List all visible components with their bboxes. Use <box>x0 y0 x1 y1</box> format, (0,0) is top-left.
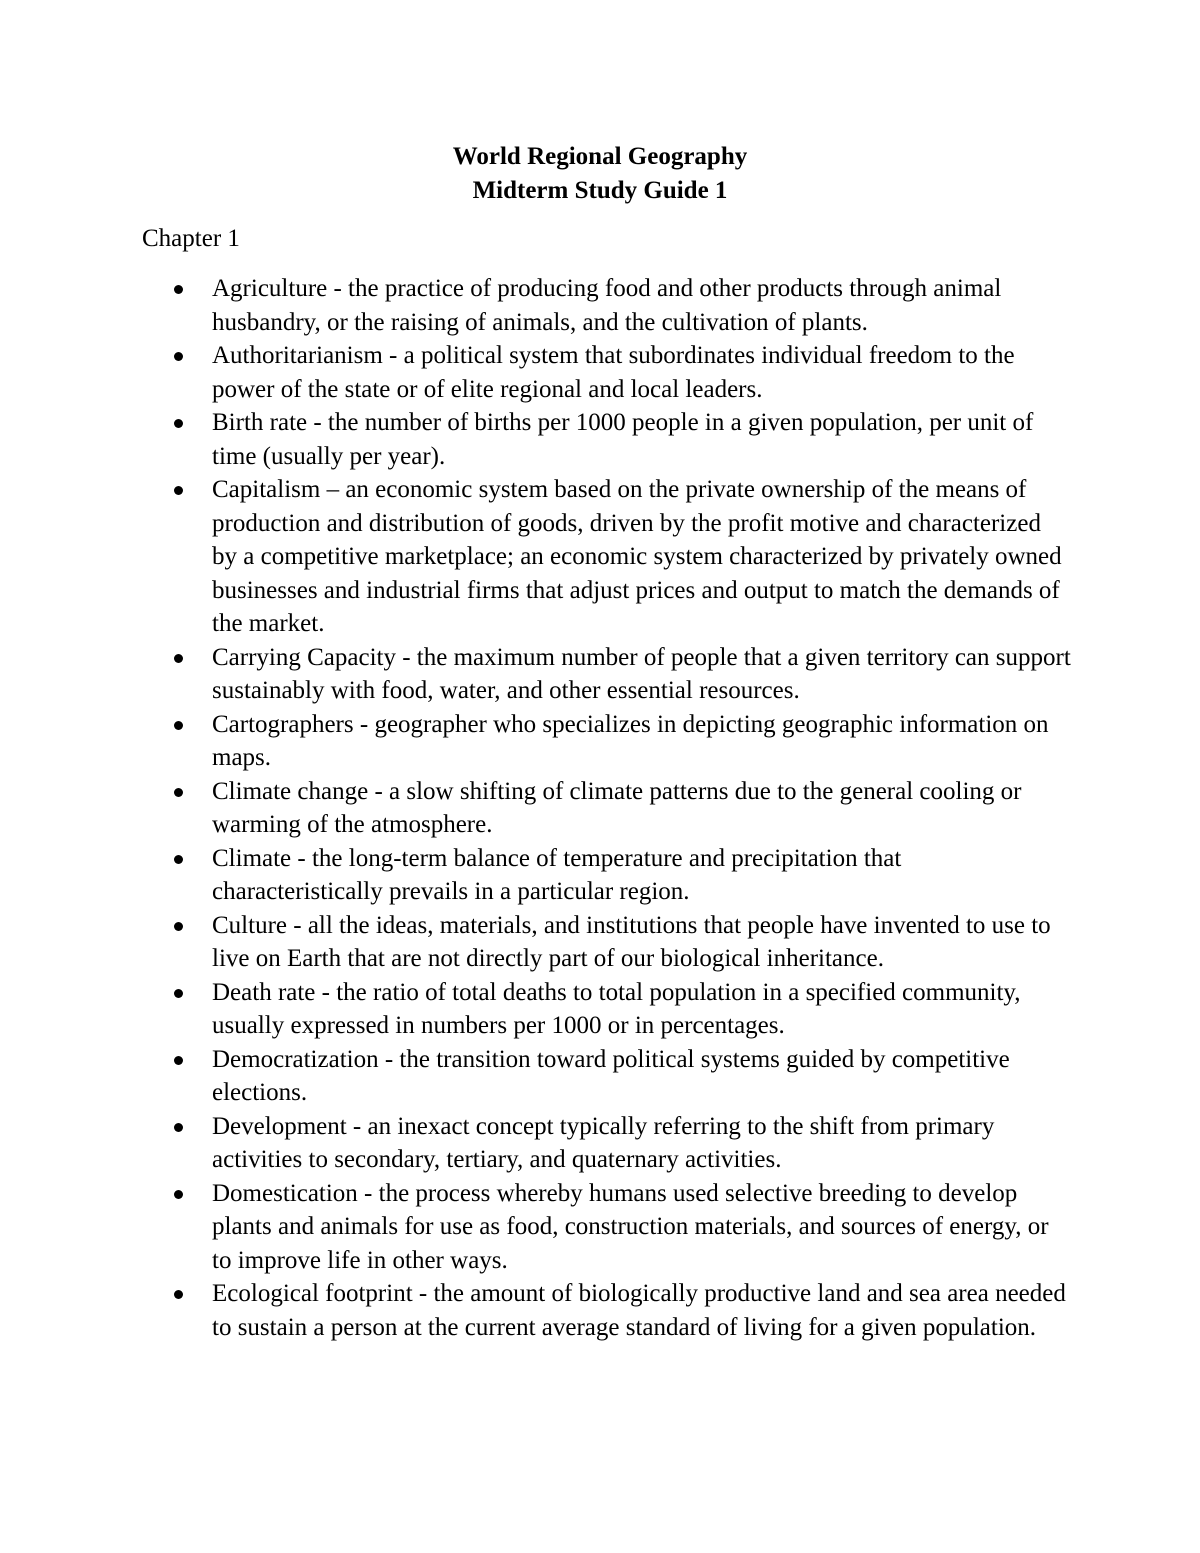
term-list <box>142 272 1072 1344</box>
list-item <box>142 1110 1072 1177</box>
bullet-icon <box>174 486 183 495</box>
list-item <box>142 842 1072 909</box>
list-item <box>142 1277 1072 1344</box>
document-title: World Regional Geography <box>452 143 748 170</box>
term-text: Birth rate - the number of births per 1000 people in a given population, per unit of time (usually per year). <box>212 409 1034 470</box>
bullet-icon <box>174 1123 183 1132</box>
bullet-icon <box>174 1056 183 1065</box>
bullet-icon <box>174 1190 183 1199</box>
bullet-icon <box>174 788 183 797</box>
bullet-icon <box>174 419 183 428</box>
bullet-icon <box>174 654 183 663</box>
list-item <box>142 641 1072 708</box>
list-item <box>142 976 1072 1043</box>
term-text: Carrying Capacity - the maximum number of people that a given territory can support sustainably with food, water, and other essential resources. <box>212 643 1071 704</box>
term-text: Death rate - the ratio of total deaths to total population in a specified community, usually expressed in numbers per 1000 or in percentages. <box>212 978 1021 1039</box>
title-block <box>0 140 1200 208</box>
bullet-icon <box>174 721 183 730</box>
term-text: Climate - the long-term balance of temperature and precipitation that characteristically prevails in a particular region. <box>212 844 902 905</box>
term-text: Domestication - the process whereby humans used selective breeding to develop plants and animals for use as food, construction materials, and sources of energy, or to improve life in other ways. <box>212 1179 1049 1274</box>
list-item <box>142 272 1072 339</box>
list-item <box>142 775 1072 842</box>
bullet-icon <box>174 855 183 864</box>
term-text: Democratization - the transition toward political systems guided by competitive elections. <box>212 1045 1010 1106</box>
list-item <box>142 406 1072 473</box>
term-text: Agriculture - the practice of producing food and other products through animal husbandry, or the raising of animals, and the cultivation of plants. <box>212 275 1002 336</box>
term-text: Ecological footprint - the amount of biologically productive land and sea area needed to sustain a person at the current average standard of living for a given population. <box>212 1280 1066 1341</box>
bullet-icon <box>174 989 183 998</box>
bullet-icon <box>174 352 183 361</box>
term-text: Culture - all the ideas, materials, and institutions that people have invented to use to live on Earth that are not directly part of our biological inheritance. <box>212 911 1051 972</box>
bullet-icon <box>174 285 183 294</box>
term-text: Cartographers - geographer who specializes in depicting geographic information on maps. <box>212 710 1049 771</box>
term-text: Climate change - a slow shifting of climate patterns due to the general cooling or warming of the atmosphere. <box>212 777 1022 838</box>
list-item <box>142 473 1072 641</box>
bullet-icon <box>174 1290 183 1299</box>
list-item <box>142 1177 1072 1278</box>
list-item <box>142 339 1072 406</box>
term-text: Capitalism – an economic system based on the private ownership of the means of production and distribution of goods, driven by the profit motive and characterized by a competitive marketplace; an economic system characterized by privately owned businesses and industrial firms that adjust prices and output to match the demands of the market. <box>212 476 1062 637</box>
document-subtitle: Midterm Study Guide 1 <box>472 177 728 204</box>
list-item <box>142 909 1072 976</box>
term-text: Development - an inexact concept typically referring to the shift from primary activities to secondary, tertiary, and quaternary activities. <box>212 1112 995 1173</box>
list-item <box>142 1043 1072 1110</box>
term-text: Authoritarianism - a political system that subordinates individual freedom to the power of the state or of elite regional and local leaders. <box>212 342 1015 403</box>
chapter-heading: Chapter 1 <box>142 225 240 252</box>
bullet-icon <box>174 922 183 931</box>
list-item <box>142 708 1072 775</box>
